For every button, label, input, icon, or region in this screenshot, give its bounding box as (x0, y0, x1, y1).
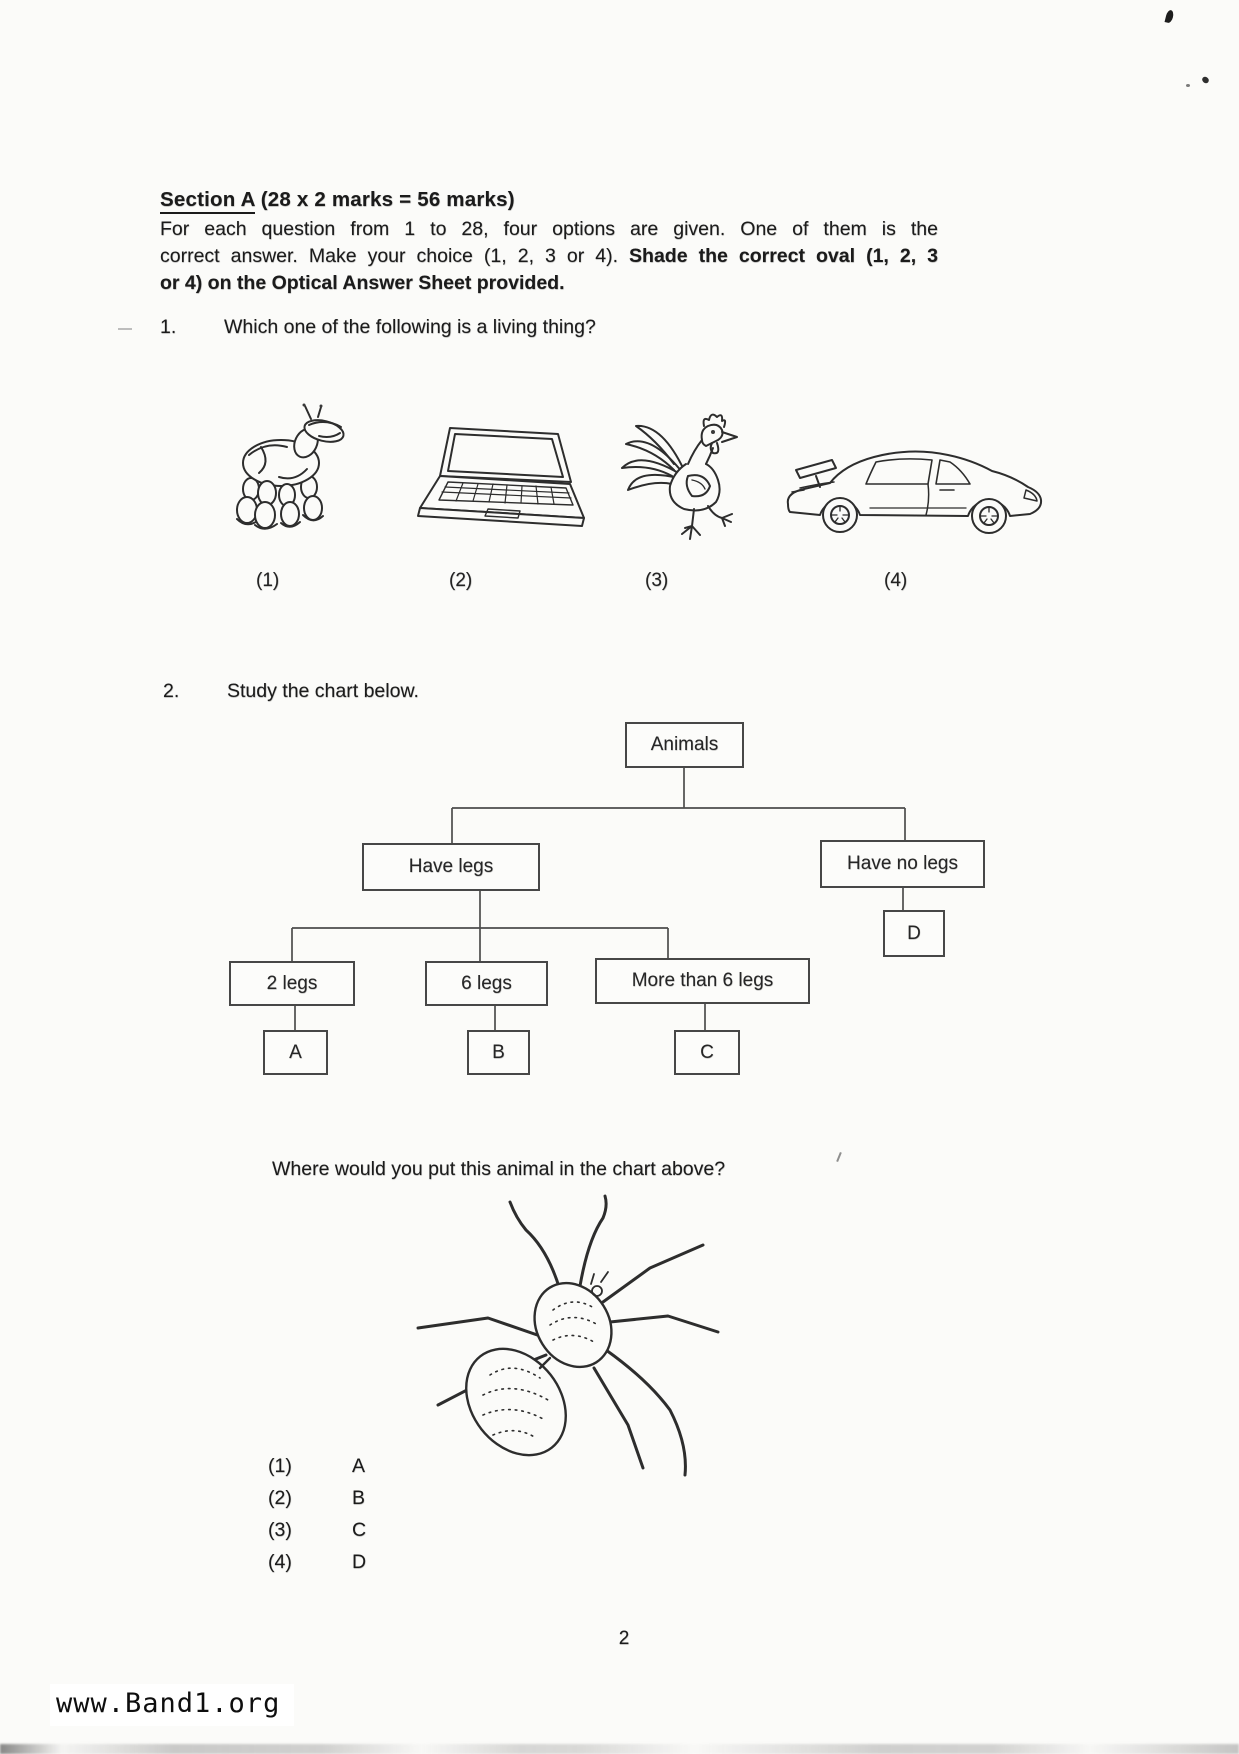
section-heading-marks: (28 x 2 marks = 56 marks) (254, 188, 515, 211)
q2-answer-2-value: B (352, 1487, 366, 1509)
q2-answer-4-label: (4) (268, 1551, 292, 1573)
q1-option-3-label: (3) (645, 570, 669, 591)
question-1-number: 1. (160, 316, 177, 338)
section-heading (160, 188, 515, 212)
watermark-url: www.Band1.org (50, 1684, 294, 1726)
q1-option-1-label: (1) (256, 570, 280, 591)
flowchart-node-have-no-legs: Have no legs (820, 840, 985, 888)
ink-speck (1201, 75, 1210, 84)
instruction-line-1: For each question from 1 to 28, four options are given. One of them is the (160, 218, 938, 240)
question-2-sub-prompt: Where would you put this animal in the chart above? (272, 1158, 726, 1180)
scan-smudge (118, 328, 132, 330)
flowchart-node-6-legs: 6 legs (425, 961, 548, 1006)
q2-answer-3-value: C (352, 1519, 367, 1541)
flowchart-node-b: B (467, 1030, 530, 1075)
q2-answer-4-value: D (352, 1551, 367, 1573)
sports-car-image (778, 430, 1056, 542)
toy-robot-dog-image (221, 403, 357, 539)
q2-answer-1-label: (1) (268, 1455, 292, 1477)
rooster-image (610, 406, 768, 556)
flowchart-node-2-legs: 2 legs (229, 961, 355, 1006)
instruction-line-2-bold: Shade the correct oval (1, 2, 3 (629, 245, 938, 267)
section-instructions (160, 216, 938, 297)
question-1 (160, 316, 596, 339)
q2-answer-2-label: (2) (268, 1487, 292, 1509)
ink-speck (1165, 9, 1175, 23)
flowchart-node-c: C (674, 1030, 740, 1075)
spider-image (398, 1190, 732, 1482)
q1-option-2-label: (2) (449, 570, 473, 591)
instruction-line-3: or 4) on the Optical Answer Sheet provided. (160, 272, 565, 294)
q2-answer-1-value: A (352, 1455, 366, 1477)
laptop-computer-image (408, 424, 586, 534)
flowchart-node-more-than-6-legs: More than 6 legs (595, 958, 810, 1004)
flowchart-node-a: A (263, 1030, 328, 1075)
scan-edge-band (0, 1744, 1239, 1754)
ink-speck (836, 1152, 842, 1162)
q2-answer-row-2 (268, 1487, 365, 1510)
q1-option-4-label: (4) (884, 570, 908, 591)
instruction-line-2-normal: correct answer. Make your choice (1, 2, 3 or 4). (160, 245, 630, 267)
flowchart-node-d: D (883, 910, 945, 957)
question-2-number: 2. (163, 680, 180, 702)
ink-speck (1186, 84, 1190, 87)
q2-answer-3-label: (3) (268, 1519, 292, 1541)
q2-answer-row-4 (268, 1551, 366, 1574)
q2-answer-row-3 (268, 1519, 366, 1542)
section-heading-underlined: Section A (160, 188, 255, 214)
page-number: 2 (618, 1628, 630, 1649)
flowchart-node-have-legs: Have legs (362, 843, 540, 891)
flowchart-node-animals: Animals (625, 722, 744, 768)
instruction-line-2 (160, 243, 938, 270)
question-2-prompt: Study the chart below. (227, 680, 419, 702)
q2-answer-row-1 (268, 1455, 365, 1478)
question-1-prompt: Which one of the following is a living thing? (224, 316, 596, 338)
